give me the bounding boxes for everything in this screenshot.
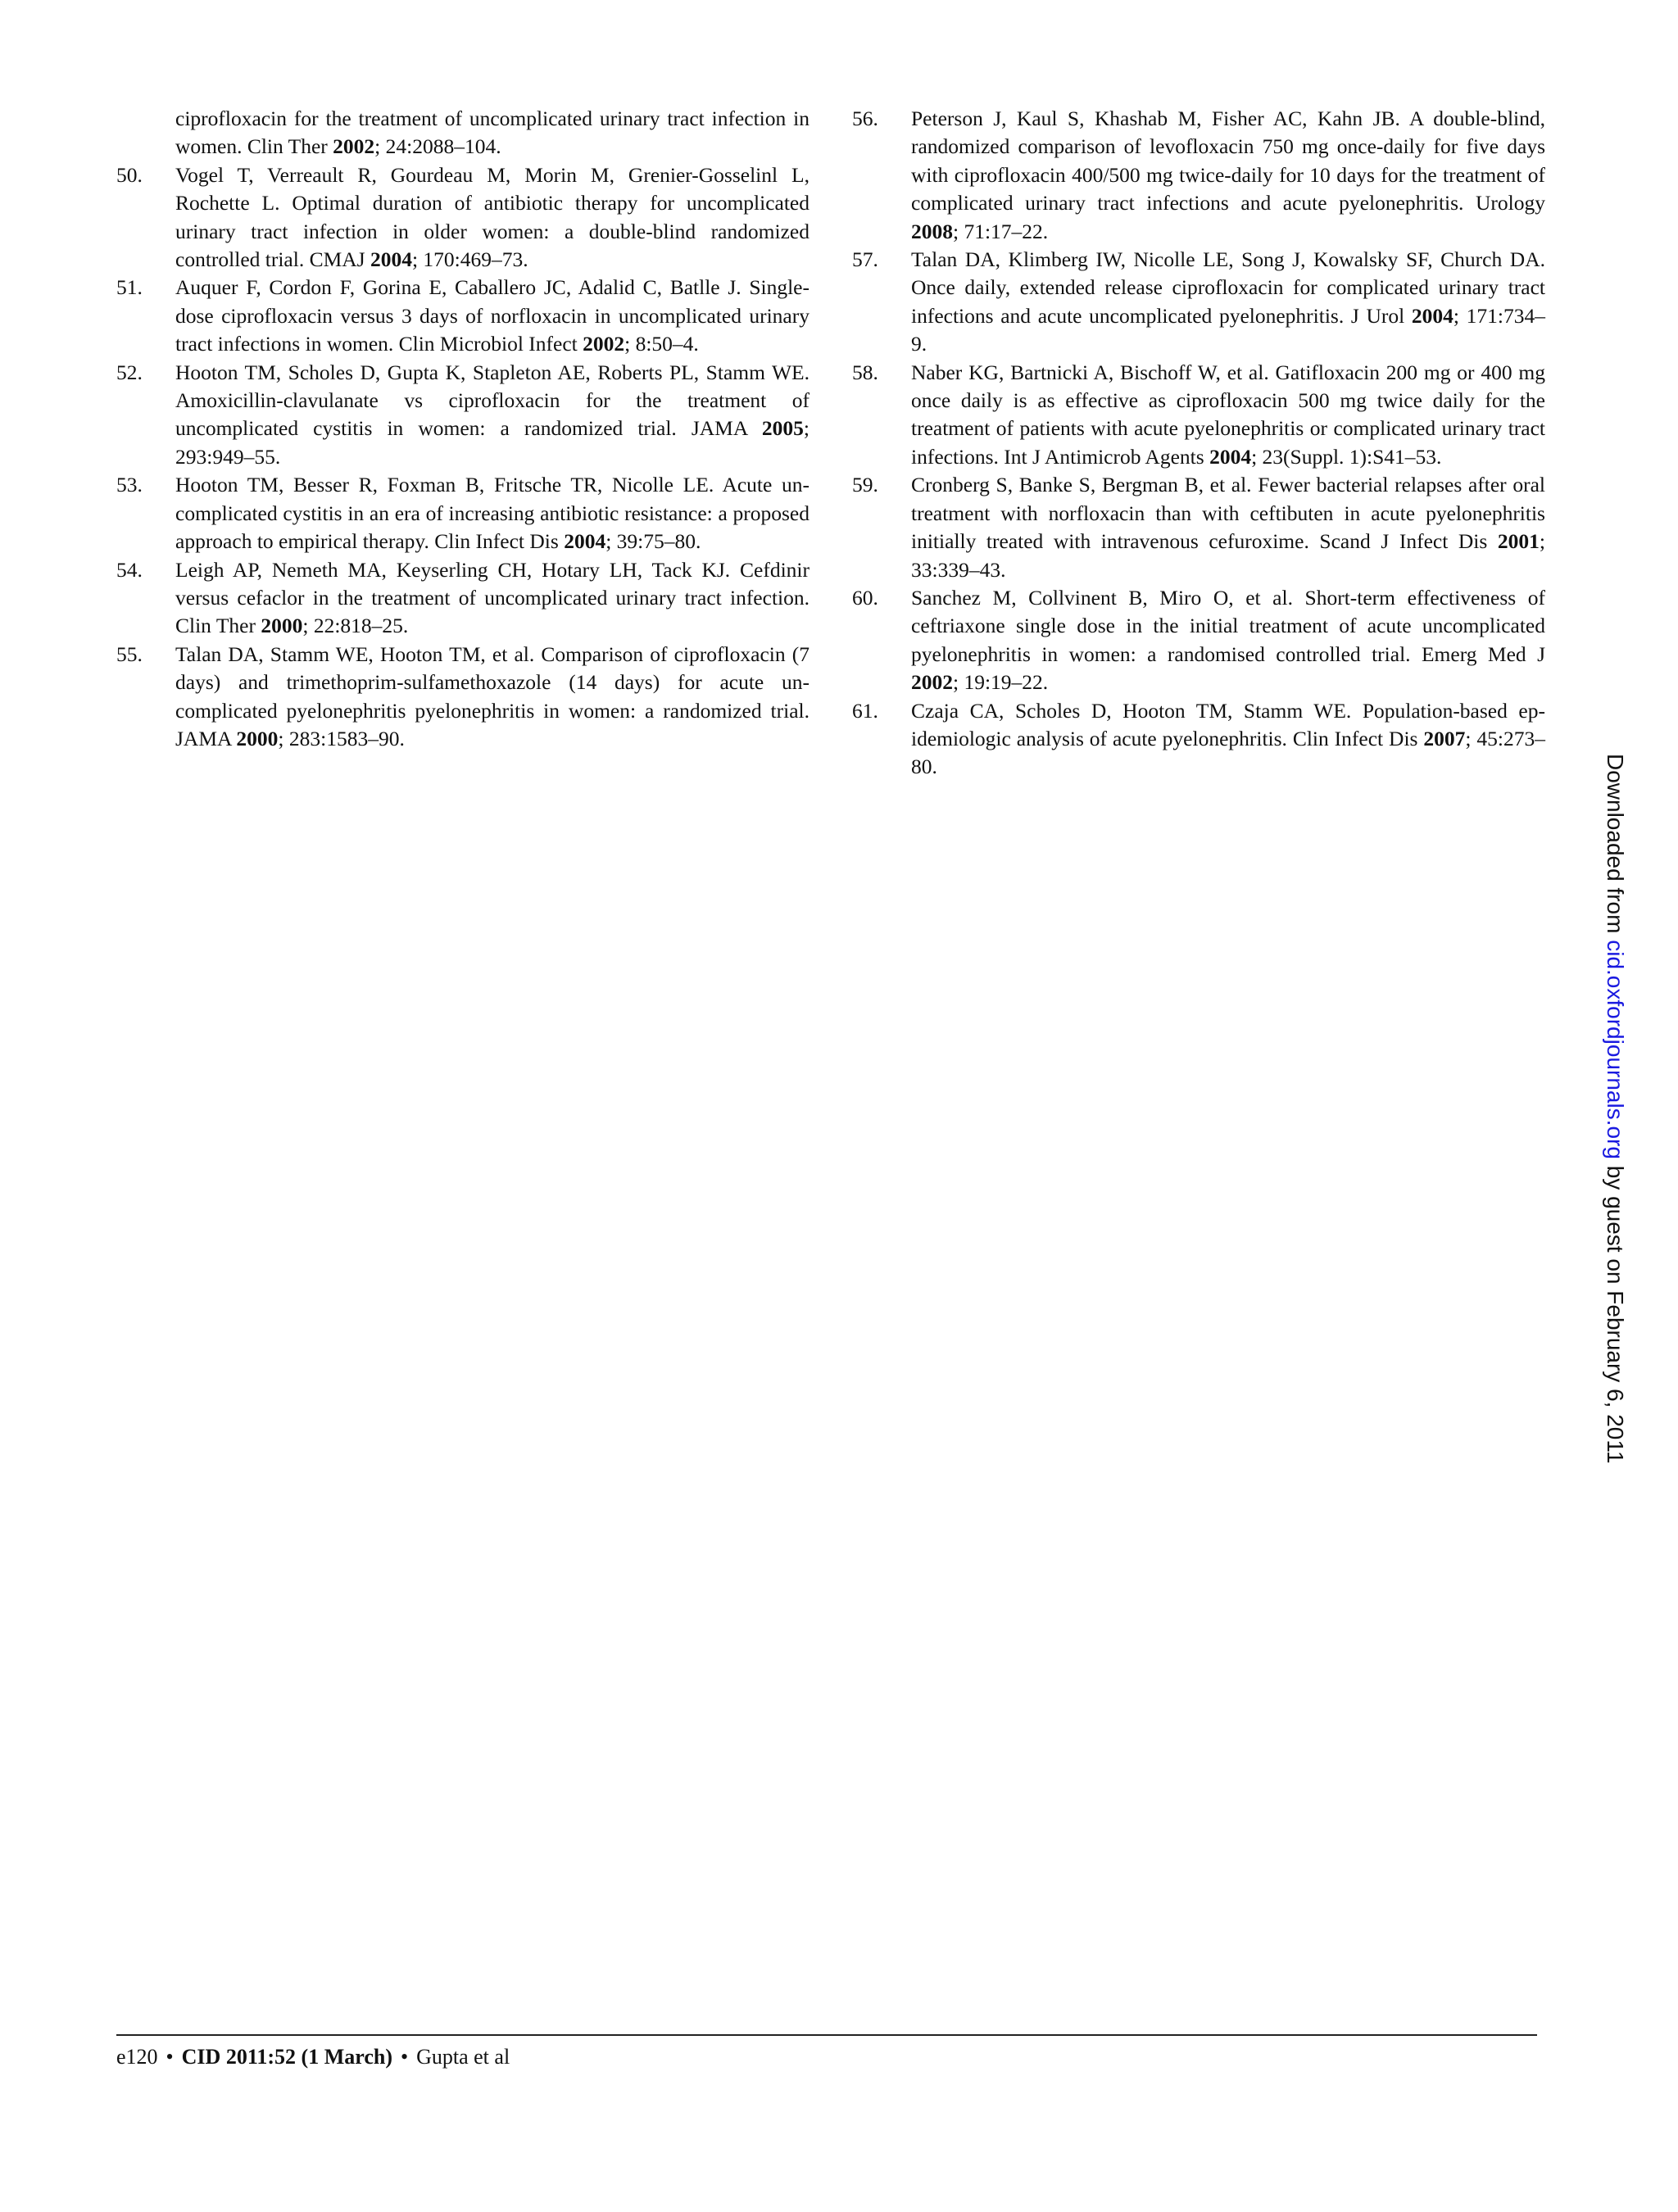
reference-number: 59. (852, 473, 878, 497)
reference-year: 2008 (911, 219, 953, 243)
reference-item (852, 359, 1545, 472)
reference-year: 2000 (236, 726, 279, 750)
reference-item (116, 161, 810, 274)
reference-year: 2005 (761, 416, 804, 441)
reference-text: ; 8:50–4. (624, 332, 699, 356)
reference-text: Hooton TM, Besser R, Foxman B, Fritsche TR, Nicolle LE. Acute uncomplicated cystitis in an era of increasing antibiotic resistance: a proposed approach to empirical therapy. Clin Infect Dis (175, 473, 810, 554)
reference-item (852, 246, 1545, 359)
reference-item (852, 471, 1545, 584)
running-authors: Gupta et al (416, 2045, 510, 2069)
reference-text: Talan DA, Stamm WE, Hooton TM, et al. Comparison of ciprofloxacin (7 days) and trimethoprim-sulfamethoxazole (14 days) for acute uncomplicated pyelonephritis pyelonephritis in women: a randomized trial. JAMA (175, 641, 810, 750)
download-notice-prefix: Downloaded from (1603, 754, 1628, 941)
journal-site-link[interactable]: cid.oxfordjournals.org (1603, 940, 1628, 1159)
download-notice (1603, 754, 1627, 1463)
reference-year: 2004 (1209, 444, 1252, 469)
reference-text: ; 171:734–9. (911, 303, 1545, 356)
page-footer (116, 2043, 510, 2071)
reference-text: ; 283:1583–90. (278, 726, 405, 750)
reference-item (852, 105, 1545, 246)
footer-divider (116, 2034, 1537, 2036)
reference-number: 58. (852, 360, 878, 384)
reference-item (116, 359, 810, 472)
reference-year: 2007 (1423, 726, 1466, 750)
reference-text: ; 170:469–73. (411, 247, 528, 272)
reference-year: 2002 (333, 134, 375, 159)
reference-list-right (852, 105, 1545, 782)
reference-number: 55. (116, 641, 143, 666)
reference-text: Leigh AP, Nemeth MA, Keyserling CH, Hotary LH, Tack KJ. Cefdinir versus cefaclor in the treatment of uncomplicated urinary tract infection. Clin Ther (175, 557, 810, 638)
footer-bullet: • (166, 2045, 174, 2069)
reference-text: Cronberg S, Banke S, Bergman B, et al. Fewer bacterial relapses after oral treatment with norfloxacin than with ceftibuten in acute pyelonephritis initially treated with intravenous cefuroxime. Scand J Infect Dis (911, 473, 1545, 554)
reference-text: Auquer F, Cordon F, Gorina E, Caballero JC, Adalid C, Batlle J. Single-dose ciprofloxacin versus 3 days of norfloxacin in uncomplicated urinary tract infections in women. Clin Microbiol Infect (175, 275, 810, 356)
reference-text: ; 71:17–22. (953, 219, 1049, 243)
reference-text: Sanchez M, Collvinent B, Miro O, et al. Short-term effectiveness of ceftriaxone single dose in the initial treatment of acute uncomplicated pyelonephritis in women: a randomised controlled trial. Emerg Med J (911, 585, 1545, 666)
reference-text: ; 293:949–55. (175, 416, 810, 469)
reference-number: 53. (116, 473, 143, 497)
reference-year: 2002 (583, 332, 625, 356)
reference-text: ; 33:339–43. (911, 529, 1545, 582)
reference-text: Vogel T, Verreault R, Gourdeau M, Morin M, Grenier-Gosselinl L, Rochette L. Optimal duration of antibiotic therapy for uncomplicated urinary tract infection in older women: a double-blind randomized controlled trial. CMAJ (175, 162, 810, 272)
reference-text: ; 19:19–22. (953, 670, 1049, 695)
reference-number: 52. (116, 360, 143, 384)
reference-item (116, 641, 810, 754)
reference-number: 60. (852, 585, 878, 610)
reference-text: ; 39:75–80. (605, 529, 701, 554)
reference-year: 2001 (1497, 529, 1540, 554)
reference-item (852, 697, 1545, 782)
footer-bullet: • (400, 2045, 409, 2069)
reference-number: 61. (852, 698, 878, 723)
reference-text: Hooton TM, Scholes D, Gupta K, Stapleton AE, Roberts PL, Stamm WE. Amoxicillin-clavulanate vs ciprofloxacin for the treatment of uncomplicated cystitis in women: a randomized trial. JAMA (175, 360, 810, 441)
page-number: e120 (116, 2045, 158, 2069)
reference-item (116, 556, 810, 641)
reference-text: ; 45:273–80. (911, 726, 1545, 779)
reference-item (852, 584, 1545, 697)
reference-year: 2004 (370, 247, 412, 272)
reference-text: Peterson J, Kaul S, Khashab M, Fisher AC, Kahn JB. A double-blind, randomized comparison of levofloxacin 750 mg once-daily for five days with ciprofloxacin 400/500 mg twice-daily for 10 days for the treatment of complicated urinary tract infections and acute pyelonephritis. Urology (911, 107, 1545, 215)
reference-number: 57. (852, 247, 878, 272)
reference-list-left (116, 105, 810, 753)
journal-citation: CID 2011:52 (1 March) (181, 2045, 392, 2069)
reference-number: 54. (116, 557, 143, 582)
reference-text: Talan DA, Klimberg IW, Nicolle LE, Song J, Kowalsky SF, Church DA. Once daily, extended release ciprofloxacin for complicated urinary tract infections and acute uncomplicated pyelonephritis. J Urol (911, 247, 1545, 328)
reference-year: 2004 (1411, 303, 1454, 328)
reference-number: 51. (116, 275, 143, 300)
reference-item (116, 274, 810, 358)
reference-year: 2002 (911, 670, 953, 695)
reference-year: 2000 (261, 614, 303, 638)
reference-text: ; 22:818–25. (302, 614, 409, 638)
reference-text: Naber KG, Bartnicki A, Bischoff W, et al. Gatifloxacin 200 mg or 400 mg once daily is as effective as ciprofloxacin 500 mg twice daily for the treatment of patients with acute pyelonephritis or complicated urinary tract infections. Int J Antimicrob Agents (911, 360, 1545, 469)
reference-number: 56. (852, 107, 878, 130)
reference-number: 50. (116, 162, 143, 187)
reference-text: ; 24:2088–104. (374, 134, 501, 159)
reference-year: 2004 (564, 529, 606, 554)
reference-text: Czaja CA, Scholes D, Hooton TM, Stamm WE. Population-based epidemiologic analysis of acute pyelonephritis. Clin Infect Dis (911, 698, 1545, 750)
reference-item (116, 471, 810, 555)
reference-item (116, 105, 810, 161)
download-notice-suffix: by guest on February 6, 2011 (1603, 1158, 1628, 1464)
reference-text: ; 23(Suppl. 1):S41–53. (1251, 444, 1442, 469)
reference-text: ciprofloxacin for the treatment of uncomplicated urinary tract infection in women. Clin Ther (175, 107, 810, 159)
